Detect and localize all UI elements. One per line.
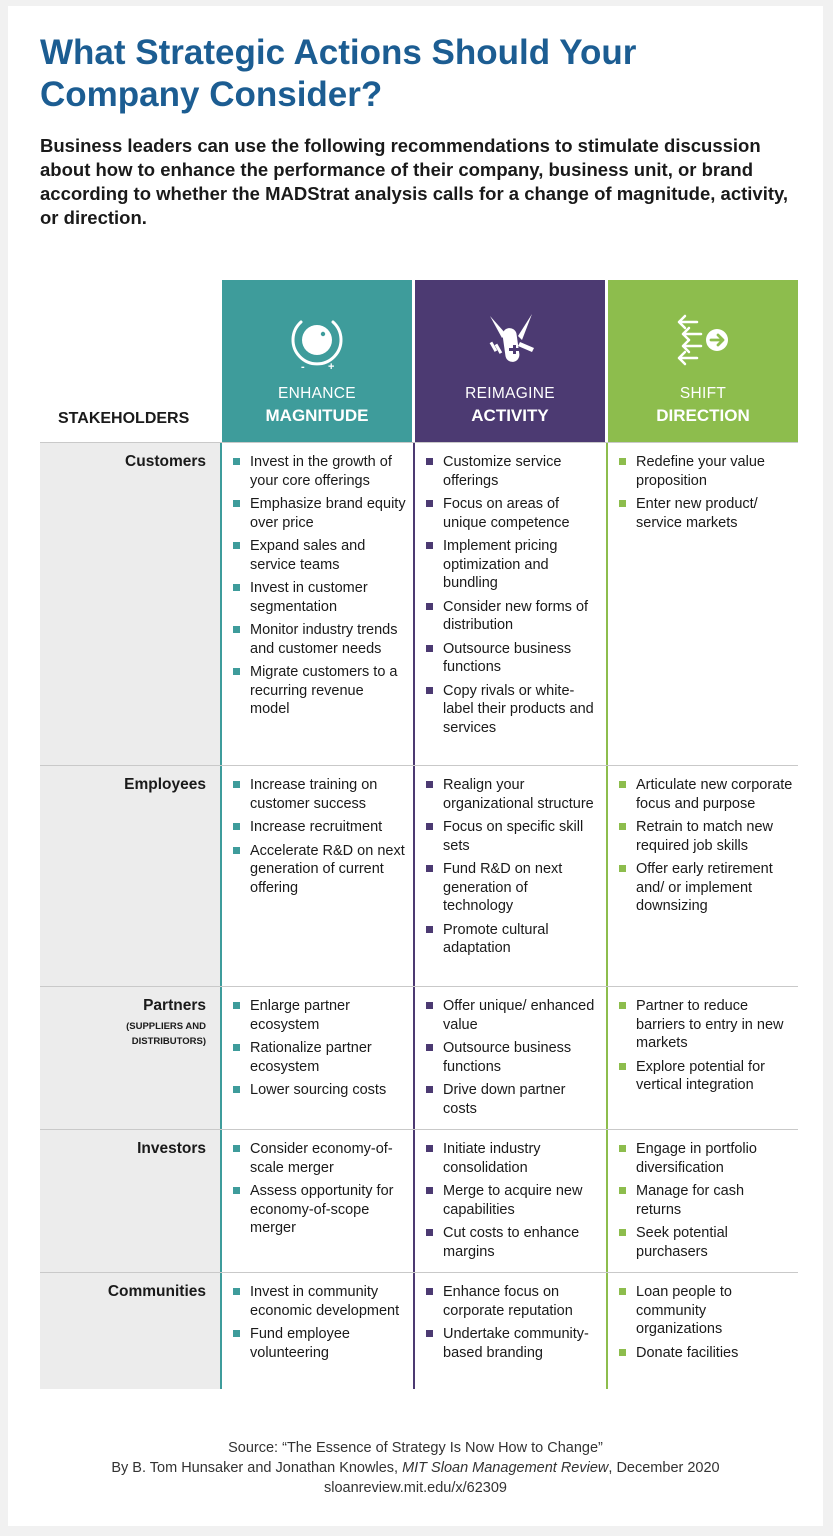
magnitude-cell [220,766,413,986]
dial-icon [287,308,347,372]
action-item: Engage in portfolio diversification [616,1140,793,1177]
action-item: Expand sales and service teams [230,537,407,574]
strategy-grid [40,442,798,1389]
action-item: Articulate new corporate focus and purpose [616,776,793,813]
direction-cell [606,987,799,1129]
action-item: Initiate industry consolidation [423,1140,600,1177]
magnitude-cell [220,1273,413,1389]
row-investors [40,1130,798,1273]
direction-cell [606,766,799,986]
magnitude-cell [220,987,413,1129]
multitool-icon [480,308,540,372]
action-item: Invest in customer segmentation [230,579,407,616]
action-item: Manage for cash returns [616,1182,793,1219]
activity-cell [413,1130,606,1272]
action-item: Realign your organizational structure [423,776,600,813]
source-url: sloanreview.mit.edu/x/62309 [324,1480,507,1496]
header-reimagine-activity [415,280,605,442]
direction-cell [606,443,799,765]
action-item: Focus on specific skill sets [423,818,600,855]
action-item: Outsource business functions [423,1039,600,1076]
activity-cell [413,766,606,986]
action-item: Offer unique/ enhanced value [423,997,600,1034]
action-item: Accelerate R&D on next generation of current offering [230,842,407,898]
action-item: Copy rivals or white-label their products and services [423,682,600,738]
row-employees [40,766,798,987]
action-item: Outsource business functions [423,640,600,677]
stakeholder-cell [40,1273,220,1389]
action-item: Enter new product/ service markets [616,495,793,532]
row-communities [40,1273,798,1389]
svg-text:+: + [328,361,335,372]
action-item: Drive down partner costs [423,1081,600,1118]
byline [8,1458,823,1478]
stakeholder-cell [40,1130,220,1272]
action-item: Fund R&D on next generation of technology [423,860,600,916]
action-item: Lower sourcing costs [230,1081,407,1100]
action-item: Undertake community-based branding [423,1325,600,1362]
action-item: Consider new forms of distribution [423,598,600,635]
stakeholder-name: Customers [125,453,206,470]
action-item: Loan people to community organizations [616,1283,793,1339]
stakeholders-header: STAKEHOLDERS [58,410,190,427]
action-item: Monitor industry trends and customer needs [230,621,407,658]
direction-cell [606,1130,799,1272]
journal-name: MIT Sloan Management Review [402,1460,609,1476]
action-item: Offer early retirement and/ or implement downsizing [616,860,793,916]
byline-authors: By B. Tom Hunsaker and Jonathan Knowles, [111,1460,403,1476]
action-item: Seek potential purchasers [616,1224,793,1261]
source-credit [8,1438,823,1498]
action-item: Customize service offerings [423,453,600,490]
action-item: Focus on areas of unique competence [423,495,600,532]
activity-cell [413,443,606,765]
action-item: Migrate customers to a recurring revenue model [230,663,407,719]
stakeholder-name: Investors [137,1140,206,1157]
action-item: Redefine your value proposition [616,453,793,490]
page-title: What Strategic Actions Should Your Company Consider? [40,33,637,114]
action-item: Emphasize brand equity over price [230,495,407,532]
header-light-label: REIMAGINE [465,385,555,402]
stakeholder-cell [40,766,220,986]
action-item: Explore potential for vertical integration [616,1058,793,1095]
header-enhance-magnitude [222,280,412,442]
action-item: Increase training on customer success [230,776,407,813]
action-item: Assess opportunity for economy-of-scope merger [230,1182,407,1238]
stakeholder-cell [40,443,220,765]
stakeholder-name: Communities [107,1283,206,1300]
action-item: Fund employee volunteering [230,1325,407,1362]
stakeholder-name: Employees [124,776,206,793]
direction-cell [606,1273,799,1389]
header-light-label: ENHANCE [278,385,356,402]
header-light-label: SHIFT [679,385,727,402]
action-item: Enlarge partner ecosystem [230,997,407,1034]
infographic-page [8,6,823,1526]
action-item: Consider economy-of-scale merger [230,1140,407,1177]
header-bold-label: ACTIVITY [471,406,549,425]
action-item: Enhance focus on corporate reputation [423,1283,600,1320]
header-bold-label: MAGNITUDE [265,406,369,425]
action-item: Rationalize partner ecosystem [230,1039,407,1076]
action-item: Partner to reduce barriers to entry in new markets [616,997,793,1053]
action-item: Cut costs to enhance margins [423,1224,600,1261]
row-partners [40,987,798,1130]
action-item: Promote cultural adaptation [423,921,600,958]
action-item: Retrain to match new required job skills [616,818,793,855]
action-item: Merge to acquire new capabilities [423,1182,600,1219]
action-item: Increase recruitment [230,818,407,837]
activity-cell [413,1273,606,1389]
svg-text:-: - [301,361,305,372]
row-customers [40,442,798,766]
byline-date: , December 2020 [608,1460,720,1476]
stakeholder-name: Partners [143,997,206,1014]
magnitude-cell [220,1130,413,1272]
action-item: Invest in community economic development [230,1283,407,1320]
source-line: Source: “The Essence of Strategy Is Now How to Change” [228,1440,603,1456]
action-item: Donate facilities [616,1344,793,1363]
intro-text: Business leaders can use the following recommendations to stimulate discussion about how to enhance the performance of their company, business unit, or brand according to whether the MADStrat analysis calls for a change of magnitude, activity, or direction. [40,135,789,228]
arrows-icon [673,308,733,372]
activity-cell [413,987,606,1129]
action-item: Implement pricing optimization and bundling [423,537,600,593]
header-shift-direction [608,280,798,442]
magnitude-cell [220,443,413,765]
action-item: Invest in the growth of your core offerings [230,453,407,490]
stakeholder-cell [40,987,220,1129]
stakeholder-subtitle: (SUPPLIERS AND DISTRIBUTORS) [126,1021,206,1047]
header-bold-label: DIRECTION [656,406,750,425]
